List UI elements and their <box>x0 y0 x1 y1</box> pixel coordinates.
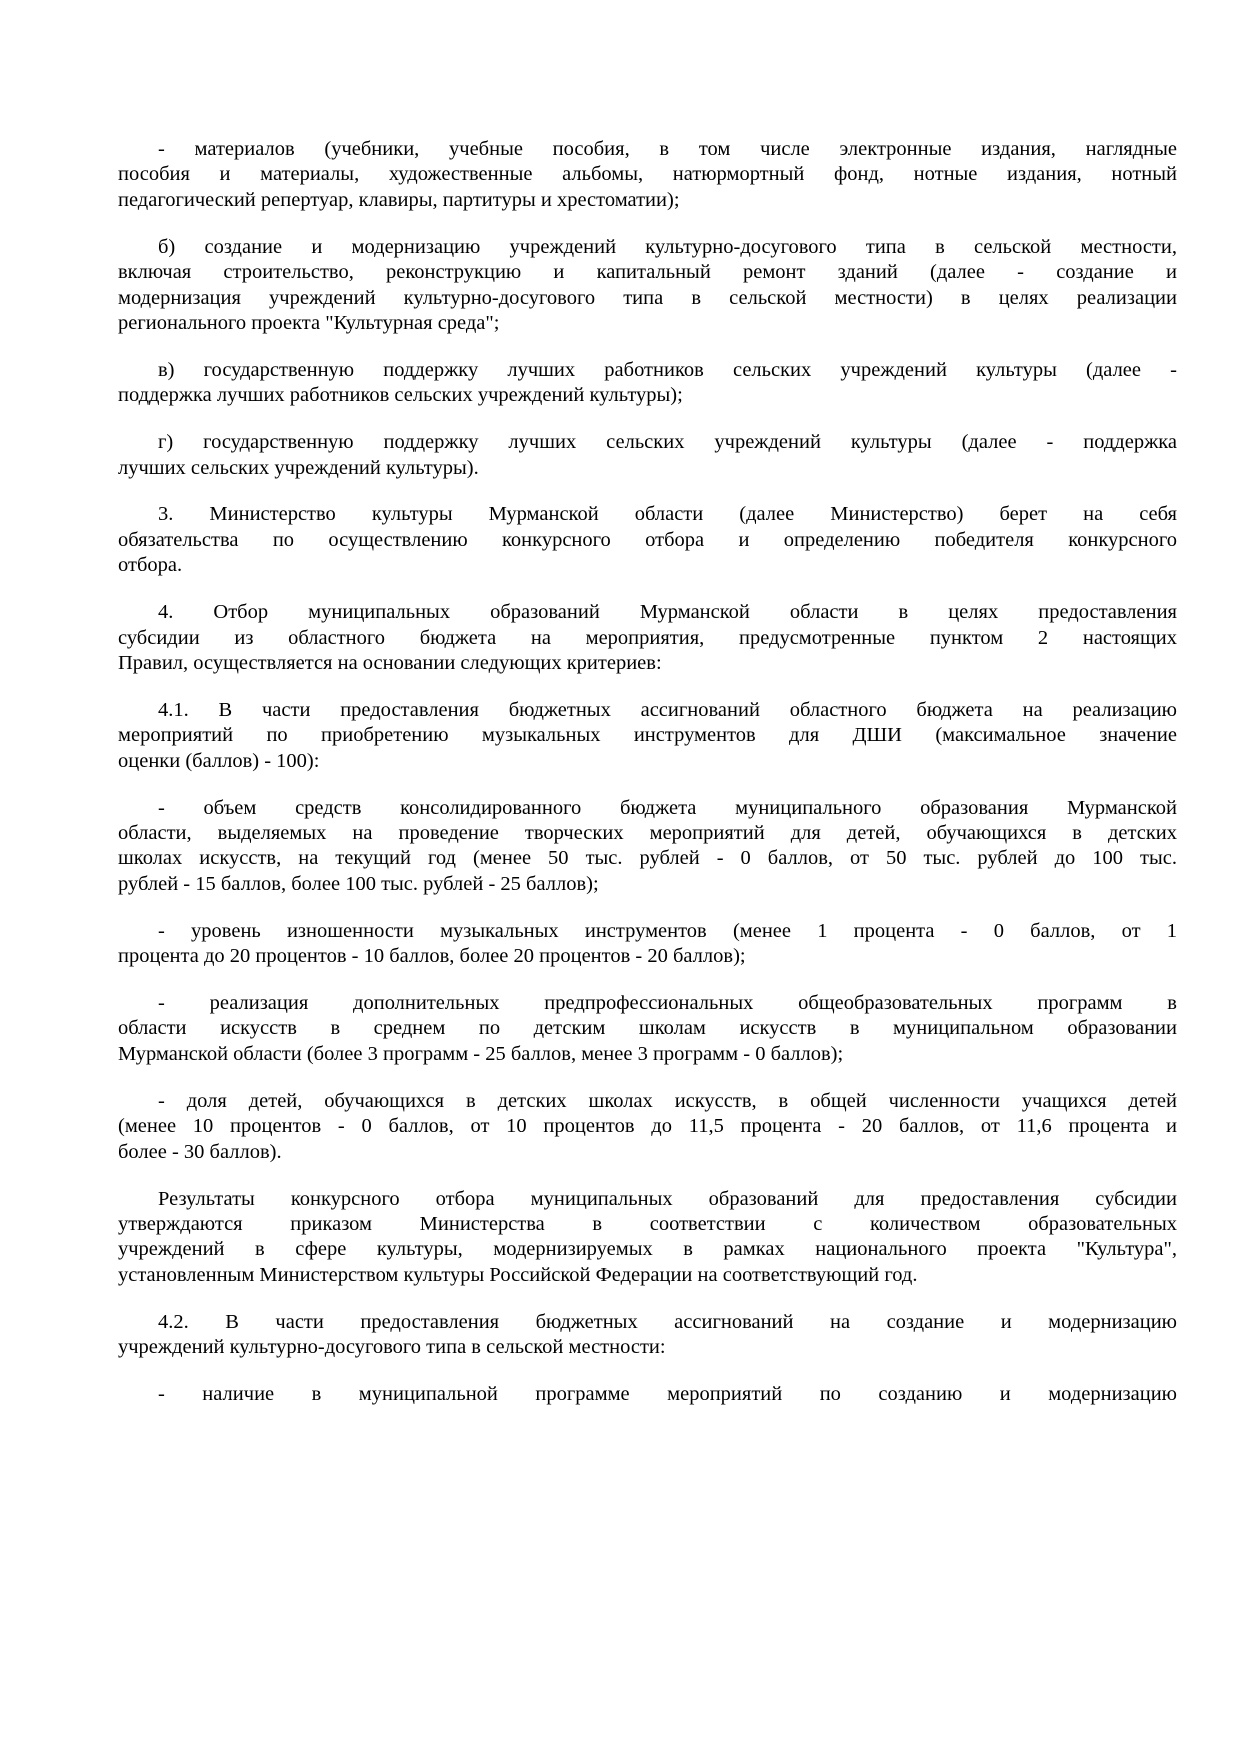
paragraph-line: поддержка лучших работников сельских учреждений культуры); <box>118 384 683 407</box>
paragraph-line: 4.1. В части предоставления бюджетных ассигнований областного бюджета на реализацию <box>158 698 1177 721</box>
paragraph-line: лучших сельских учреждений культуры). <box>118 456 479 479</box>
paragraph-line: субсидии из областного бюджета на мероприятия, предусмотренные пунктом 2 настоящих <box>118 626 1177 649</box>
paragraph <box>118 919 1177 970</box>
paragraph <box>118 600 1177 676</box>
paragraph-line: в) государственную поддержку лучших работников сельских учреждений культуры (далее - <box>158 358 1177 381</box>
paragraph <box>118 235 1177 337</box>
paragraph-line: рублей - 15 баллов, более 100 тыс. рублей - 25 баллов); <box>118 872 599 895</box>
paragraph-line: Результаты конкурсного отбора муниципальных образований для предоставления субсидии <box>158 1187 1177 1210</box>
paragraph <box>118 358 1177 409</box>
paragraph <box>118 698 1177 774</box>
paragraph <box>118 430 1177 481</box>
paragraph-line: мероприятий по приобретению музыкальных инструментов для ДШИ (максимальное значение <box>118 724 1177 747</box>
paragraph-line: области, выделяемых на проведение творческих мероприятий для детей, обучающихся в детских <box>118 822 1177 845</box>
paragraph-line: школах искусств, на текущий год (менее 50 тыс. рублей - 0 баллов, от 50 тыс. рублей до 100 тыс. <box>118 847 1177 870</box>
paragraph <box>118 796 1177 898</box>
paragraph <box>118 137 1177 213</box>
paragraph-line: процента до 20 процентов - 10 баллов, более 20 процентов - 20 баллов); <box>118 945 746 968</box>
paragraph-line: 4. Отбор муниципальных образований Мурманской области в целях предоставления <box>158 601 1177 624</box>
paragraph-line: отбора. <box>118 554 183 577</box>
paragraph-line: регионального проекта "Культурная среда"; <box>118 311 500 334</box>
paragraph-line: утверждаются приказом Министерства в соответствии с количеством образовательных <box>118 1212 1177 1235</box>
paragraph-line: обязательства по осуществлению конкурсного отбора и определению победителя конкурсного <box>118 528 1177 551</box>
paragraph <box>118 1187 1177 1289</box>
paragraph <box>118 1382 1177 1407</box>
paragraph-line: более - 30 баллов). <box>118 1140 282 1163</box>
paragraph <box>118 991 1177 1067</box>
paragraph-line: модернизация учреждений культурно-досугового типа в сельской местности) в целях реализации <box>118 286 1177 309</box>
paragraph-line: - реализация дополнительных предпрофессиональных общеобразовательных программ в <box>158 992 1177 1015</box>
paragraph-line: области искусств в среднем по детским школам искусств в муниципальном образовании <box>118 1017 1177 1040</box>
paragraph-line: (менее 10 процентов - 0 баллов, от 10 процентов до 11,5 процента - 20 баллов, от 11,6 процента и <box>118 1115 1177 1138</box>
paragraph <box>118 1310 1177 1361</box>
paragraph-line: - доля детей, обучающихся в детских школах искусств, в общей численности учащихся детей <box>158 1089 1177 1112</box>
paragraph-line: включая строительство, реконструкцию и капитальный ремонт зданий (далее - создание и <box>118 261 1177 284</box>
paragraph-line: педагогический репертуар, клавиры, партитуры и хрестоматии); <box>118 188 680 211</box>
paragraph-line: оценки (баллов) - 100): <box>118 749 320 772</box>
paragraph-line: учреждений культурно-досугового типа в сельской местности: <box>118 1336 666 1359</box>
paragraph-line: 4.2. В части предоставления бюджетных ассигнований на создание и модернизацию <box>158 1310 1177 1333</box>
paragraph-line: 3. Министерство культуры Мурманской области (далее Министерство) берет на себя <box>158 503 1177 526</box>
paragraph-line: - материалов (учебники, учебные пособия, в том числе электронные издания, наглядные <box>158 138 1177 160</box>
paragraph-line: б) создание и модернизацию учреждений культурно-досугового типа в сельской местности, <box>158 235 1177 258</box>
paragraph-line: пособия и материалы, художественные альбомы, натюрмортный фонд, нотные издания, нотный <box>118 163 1177 186</box>
document-body <box>118 137 1177 1429</box>
paragraph-line: учреждений в сфере культуры, модернизируемых в рамках национального проекта "Культура", <box>118 1238 1177 1261</box>
paragraph-line: - уровень изношенности музыкальных инструментов (менее 1 процента - 0 баллов, от 1 <box>158 919 1177 942</box>
paragraph-line: - объем средств консолидированного бюджета муниципального образования Мурманской <box>158 796 1177 819</box>
paragraph-line: Мурманской области (более 3 программ - 25 баллов, менее 3 программ - 0 баллов); <box>118 1042 844 1065</box>
paragraph <box>118 502 1177 578</box>
paragraph-line: установленным Министерством культуры Российской Федерации на соответствующий год. <box>118 1263 918 1286</box>
paragraph-line: - наличие в муниципальной программе мероприятий по созданию и модернизацию <box>158 1382 1177 1405</box>
paragraph <box>118 1089 1177 1165</box>
paragraph-line: г) государственную поддержку лучших сельских учреждений культуры (далее - поддержка <box>158 431 1177 454</box>
paragraph-line: Правил, осуществляется на основании следующих критериев: <box>118 652 662 674</box>
